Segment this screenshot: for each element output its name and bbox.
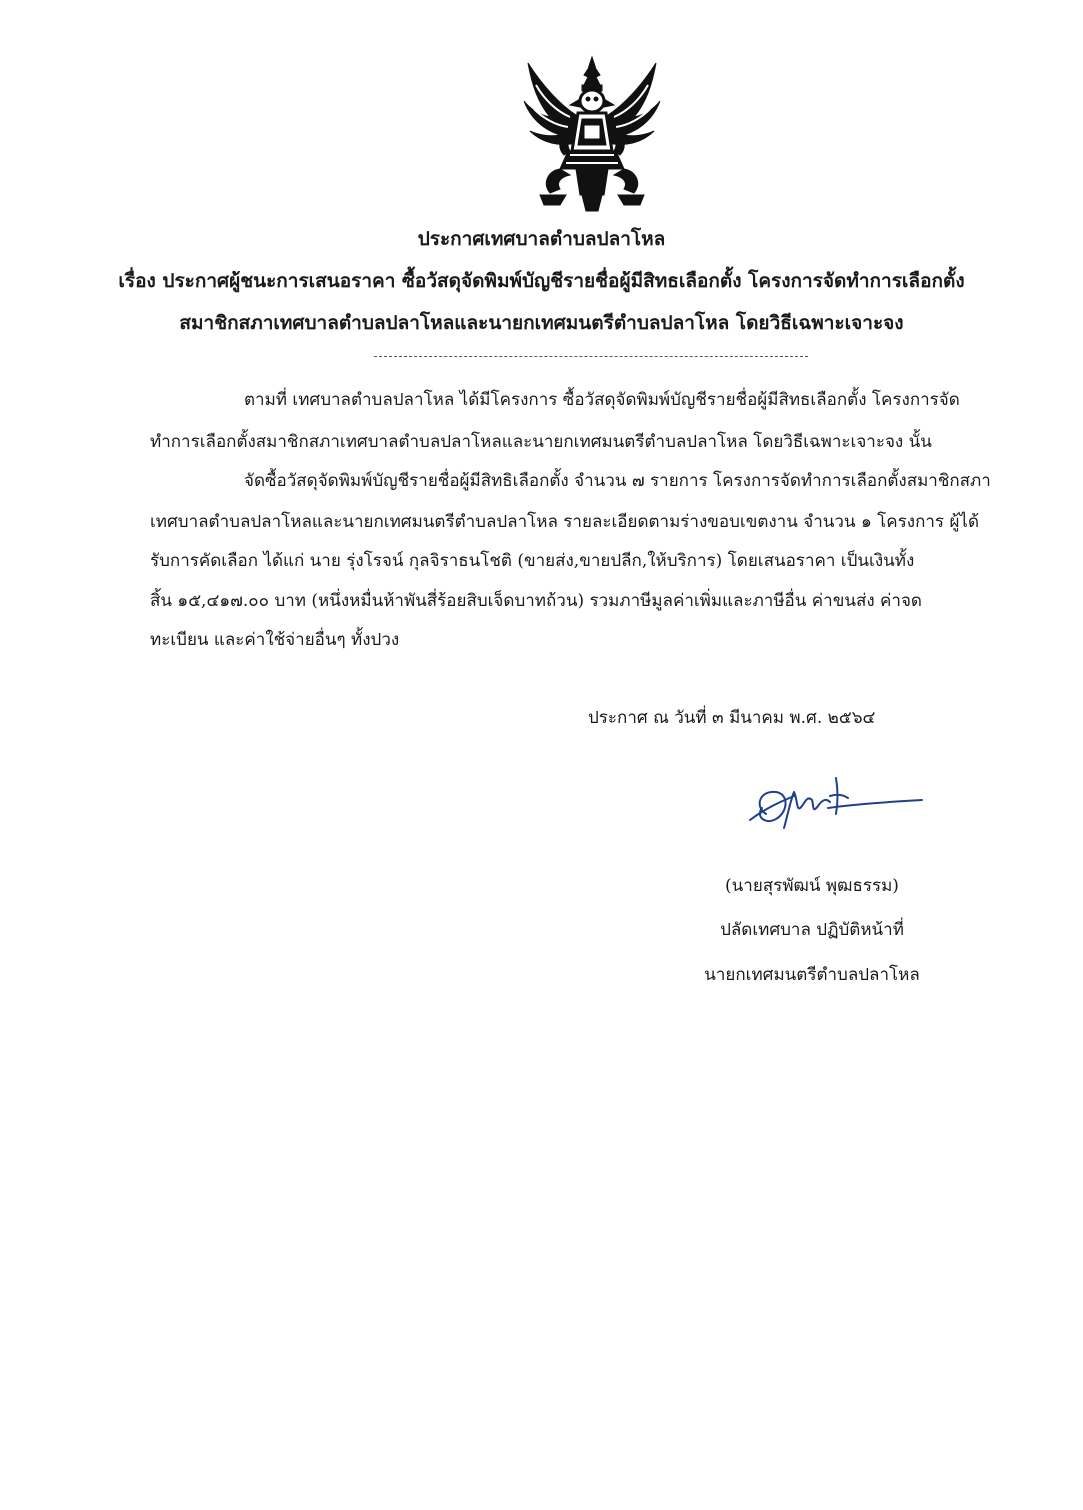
body-paragraph-1-line-2: ทำการเลือกตั้งสมาชิกสภาเทศบาลตำบลปลาโหลและนายกเทศมนตรีตำบลปลาโหล โดยวิธีเฉพาะเจาะจง นั้น <box>150 432 932 452</box>
body-paragraph-2-line-2: เทศบาลตำบลปลาโหลและนายกเทศมนตรีตำบลปลาโหล รายละเอียดตามร่างขอบเขตงาน จำนวน ๑ โครงการ ผู้ได้ <box>150 512 979 532</box>
body-paragraph-1-line-1: ตามที่ เทศบาลตำบลปลาโหล ได้มีโครงการ ซื้อวัสดุจัดพิมพ์บัญชีรายชื่อผู้มีสิทธเลือกตั้ง โครงการจัด <box>244 390 960 410</box>
signer-role-line-2: นายกเทศมนตรีตำบลปลาโหล <box>704 965 920 985</box>
body-paragraph-2-line-5: ทะเบียน และค่าใช้จ่ายอื่นๆ ทั้งปวง <box>150 630 400 650</box>
document-subject-line-2: สมาชิกสภาเทศบาลตำบลปลาโหลและนายกเทศมนตรีตำบลปลาโหล โดยวิธีเฉพาะเจาะจง <box>179 312 904 334</box>
body-paragraph-2-line-4: สิ้น ๑๕,๔๑๗.๐๐ บาท (หนึ่งหมื่นห้าพันสี่ร้อยสิบเจ็ดบาทถ้วน) รวมภาษีมูลค่าเพิ่มและภาษีอื่น ค่าขนส่ง ค่าจด <box>150 591 922 611</box>
document-subject-line-1: เรื่อง ประกาศผู้ชนะการเสนอราคา ซื้อวัสดุจัดพิมพ์บัญชีรายชื่อผู้มีสิทธเลือกตั้ง โครงการจัดทำการเลือกตั้ง <box>118 270 965 292</box>
document-title: ประกาศเทศบาลตำบลปลาโหล <box>417 228 666 250</box>
signer-name: (นายสุรพัฒน์ พุฒธรรม) <box>725 876 899 896</box>
body-paragraph-2-line-3: รับการคัดเลือก ได้แก่ นาย รุ่งโรจน์ กุลจิราธนโชติ (ขายส่ง,ขายปลีก,ให้บริการ) โดยเสนอราคา เป็นเงินทั้ง <box>150 551 915 571</box>
body-paragraph-2-line-1: จัดซื้อวัสดุจัดพิมพ์บัญชีรายชื่อผู้มีสิทธิเลือกตั้ง จำนวน ๗ รายการ โครงการจัดทำการเลือกตั้งสมาชิกสภา <box>244 471 991 491</box>
garuda-emblem-icon <box>520 55 665 215</box>
header-divider <box>374 356 808 357</box>
handwritten-signature-icon <box>736 770 936 840</box>
signer-role-line-1: ปลัดเทศบาล ปฏิบัติหน้าที่ <box>720 920 904 940</box>
announcement-date: ประกาศ ณ วันที่ ๓ มีนาคม พ.ศ. ๒๕๖๔ <box>588 708 876 728</box>
